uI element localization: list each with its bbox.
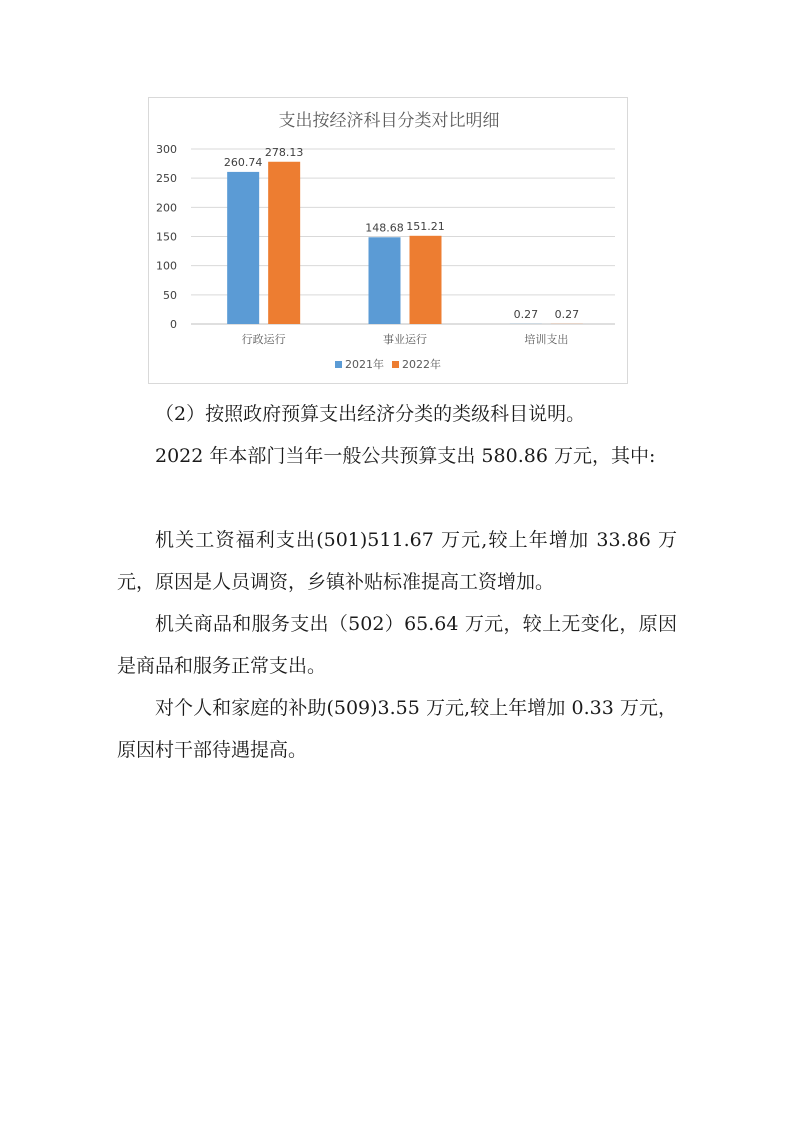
category-label: 行政运行 <box>241 333 286 346</box>
category-label: 事业运行 <box>383 333 427 346</box>
y-tick-label: 200 <box>156 201 177 215</box>
y-axis-ticks <box>156 143 177 331</box>
legend <box>335 357 441 371</box>
y-tick-label: 100 <box>156 259 177 273</box>
paragraph-wages: 机关工资福利支出(501)511.67 万元,较上年增加 33.86 万元，原因是人员调资，乡镇补贴标准提高工资增加。 <box>117 529 677 593</box>
category-labels <box>242 332 569 346</box>
data-label: 151.21 <box>406 219 445 233</box>
y-tick-label: 150 <box>156 230 177 244</box>
legend-entry: 2021年 <box>345 358 384 371</box>
y-tick-label: 300 <box>156 143 177 156</box>
paragraph-heading: （2）按照政府预算支出经济分类的类级科目说明。 <box>155 403 586 425</box>
data-label: 0.27 <box>513 307 539 321</box>
category-label: 培训支出 <box>524 333 569 346</box>
bars <box>224 146 583 324</box>
bar <box>227 172 259 324</box>
paragraph-goods-services: 机关商品和服务支出（502）65.64 万元，较上无变化，原因是商品和服务正常支出。 <box>117 613 677 677</box>
y-tick-label: 250 <box>156 172 177 186</box>
paragraph-subsidies: 对个人和家庭的补助(509)3.55 万元,较上年增加 0.33 万元，原因村干部待遇提高。 <box>117 697 677 761</box>
data-label: 260.74 <box>223 155 263 169</box>
bar <box>268 162 300 324</box>
expenditure-chart <box>148 97 628 384</box>
paragraph-total: 2022 年本部门当年一般公共预算支出 580.86 万元，其中: <box>155 445 656 467</box>
bar <box>369 237 401 324</box>
y-tick-label: 50 <box>163 288 177 302</box>
legend-swatch <box>392 361 399 368</box>
data-label: 148.68 <box>365 221 404 235</box>
chart-title: 支出按经济科目分类对比明细 <box>278 111 500 131</box>
chart-canvas <box>149 98 629 385</box>
legend-entry: 2022年 <box>402 358 441 371</box>
data-label: 0.27 <box>554 307 580 321</box>
bar <box>410 236 442 324</box>
data-label: 278.13 <box>264 145 304 159</box>
legend-swatch <box>335 361 342 368</box>
y-tick-label: 0 <box>170 318 177 331</box>
